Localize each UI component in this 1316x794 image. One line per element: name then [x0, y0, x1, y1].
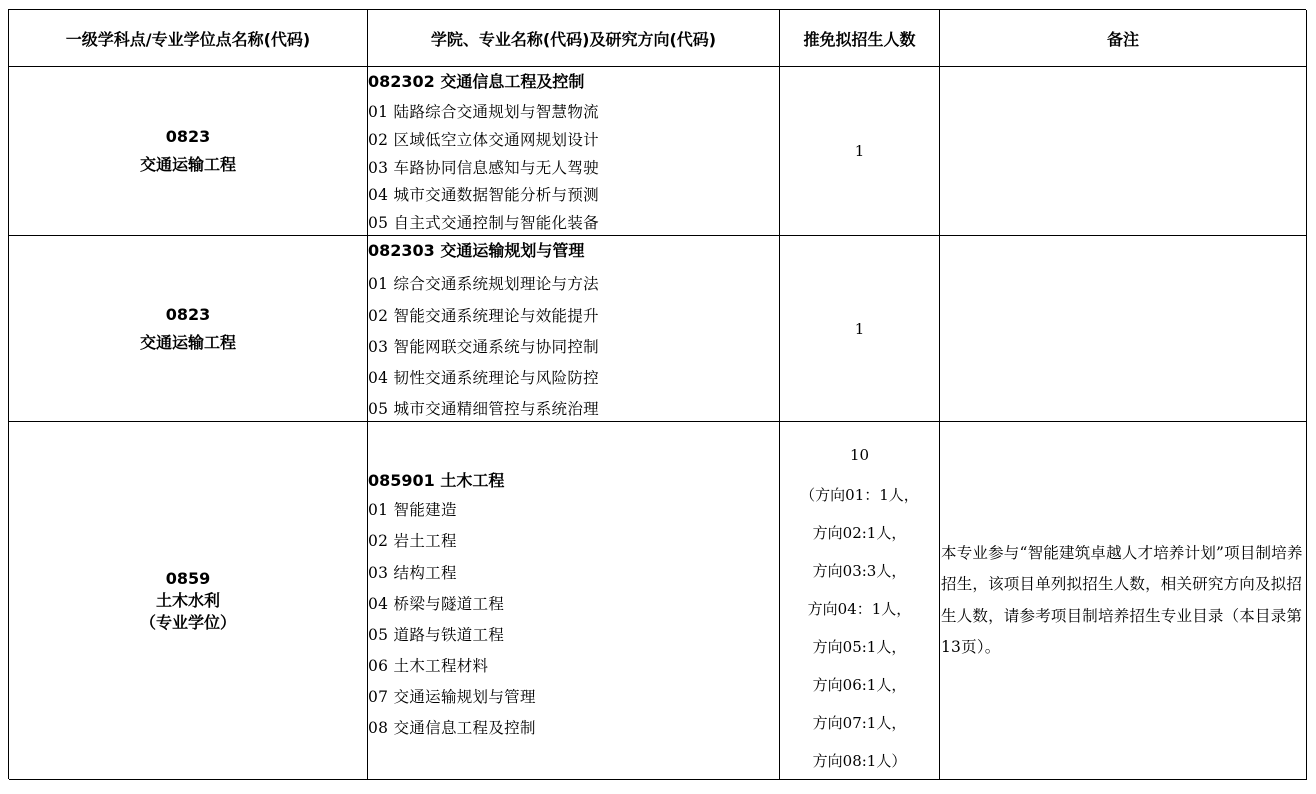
- major-cell: [368, 236, 780, 422]
- direction-item: 02 智能交通系统理论与效能提升: [368, 307, 599, 325]
- direction-item: 01 智能建造: [368, 501, 457, 519]
- subject-name: 土木水利: [155, 590, 220, 610]
- direction-item: 02 区域低空立体交通网规划设计: [368, 131, 599, 149]
- direction-item: 01 陆路综合交通规划与智慧物流: [368, 103, 599, 121]
- direction-item: 05 城市交通精细管控与系统治理: [368, 400, 599, 418]
- note-cell: [940, 422, 1307, 780]
- quota-breakdown-line: 方向07:1人，: [812, 714, 907, 732]
- quota-cell: [780, 422, 940, 780]
- subject-code: 0823: [165, 127, 211, 146]
- major-title: 082302 交通信息工程及控制: [368, 72, 585, 91]
- quota-cell: [780, 67, 940, 236]
- subject-code: 0859: [165, 568, 211, 588]
- direction-item: 07 交通运输规划与管理: [368, 688, 536, 706]
- quota-breakdown-line: 方向03:3人，: [812, 562, 907, 580]
- header-notes: 备注: [940, 10, 1307, 67]
- header-quota: 推免拟招生人数: [780, 10, 940, 67]
- subject-code: 0823: [165, 304, 211, 324]
- enrollment-table: [8, 9, 1306, 779]
- note-cell: [940, 67, 1307, 236]
- direction-item: 06 土木工程材料: [368, 657, 489, 675]
- quota-breakdown-line: 方向08:1人）: [812, 752, 907, 770]
- subject-cell: [9, 422, 368, 780]
- quota-breakdown-line: （方向01：1人，: [800, 486, 919, 504]
- direction-item: 05 自主式交通控制与智能化装备: [368, 214, 599, 232]
- direction-item: 08 交通信息工程及控制: [368, 719, 536, 737]
- direction-item: 01 综合交通系统规划理论与方法: [368, 275, 599, 293]
- note-cell: [940, 236, 1307, 422]
- quota-breakdown-line: 方向05:1人，: [812, 638, 907, 656]
- direction-item: 05 道路与铁道工程: [368, 626, 505, 644]
- direction-item: 04 韧性交通系统理论与风险防控: [368, 369, 599, 387]
- quota-count: 10: [849, 446, 870, 464]
- direction-item: 04 桥梁与隧道工程: [368, 595, 505, 613]
- subject-cell: [9, 67, 368, 236]
- header-subject: 一级学科点/专业学位点名称(代码): [9, 10, 368, 67]
- header-major-direction: 学院、专业名称(代码)及研究方向(代码): [368, 10, 780, 67]
- quota-count: 1: [854, 142, 865, 160]
- subject-degree-type: （专业学位）: [139, 612, 236, 632]
- major-title: 085901 土木工程: [368, 471, 505, 490]
- direction-item: 03 智能网联交通系统与协同控制: [368, 338, 599, 356]
- subject-cell: [9, 236, 368, 422]
- direction-item: 03 结构工程: [368, 564, 457, 582]
- quota-breakdown-line: 方向02:1人，: [812, 524, 907, 542]
- major-cell: [368, 422, 780, 780]
- subject-name: 交通运输工程: [139, 332, 236, 352]
- quota-breakdown-line: 方向06:1人，: [812, 676, 907, 694]
- note-text: 本专业参与“智能建筑卓越人才培养计划”项目制培养招生，该项目单列拟招生人数，相关研究方向及拟招生人数，请参考项目制培养招生专业目录（本目录第13页）。: [941, 543, 1303, 656]
- direction-item: 02 岩土工程: [368, 532, 457, 550]
- quota-count: 1: [854, 319, 865, 338]
- major-cell: [368, 67, 780, 236]
- quota-cell: [780, 236, 940, 422]
- major-title: 082303 交通运输规划与管理: [368, 241, 585, 260]
- direction-item: 03 车路协同信息感知与无人驾驶: [368, 159, 599, 177]
- direction-item: 04 城市交通数据智能分析与预测: [368, 186, 599, 204]
- subject-name: 交通运输工程: [139, 155, 236, 174]
- quota-breakdown-line: 方向04：1人，: [807, 600, 912, 618]
